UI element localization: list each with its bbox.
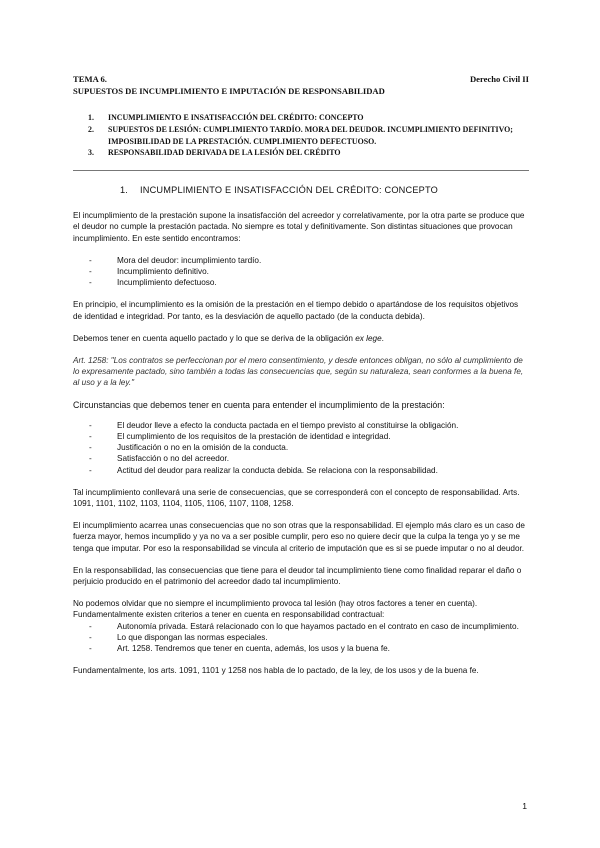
document-body — [73, 185, 529, 688]
topic-title: TEMA 6. — [73, 74, 107, 84]
list-item: - Actitud del deudor para realizar la conducta debida. Se relaciona con la responsabilidad. — [89, 465, 438, 475]
circumstance-list — [73, 420, 529, 476]
toc-item — [88, 124, 528, 148]
list-item: - El cumplimiento de los requisitos de la prestación de identidad e integridad. — [89, 432, 391, 442]
list-item: - Autonomía privada. Estará relacionado con lo que hayamos pactado en el contrato en caso de incumplimiento. — [89, 621, 519, 631]
paragraph: Circunstancias que debemos tener en cuenta para entender el incumplimiento de la prestación: — [73, 399, 445, 410]
table-of-contents — [88, 112, 528, 159]
article-quote: Art. 1258: "Los contratos se perfeccionan por el mero consentimiento, y desde entonces obligan, no sólo al cumplimiento de lo expresamente pactado, sino también a todas las consecuencias que, según su naturaleza, sean conformes a la buena fe, al uso y a la ley." — [73, 356, 524, 388]
paragraph: No podemos olvidar que no siempre el incumplimiento provoca tal lesión (hay otros factores a tener en cuenta). Fundamentalmente existen criterios a tener en cuenta en responsabilidad contractual: — [73, 599, 478, 620]
paragraph: El incumplimiento acarrea unas consecuencias que no son otras que la responsabilidad. El ejemplo más claro es un caso de fuerza mayor, hemos incumplido y ya no va a ser posible cumplir, pero eso no quiere decir que la culpa la tenga yo y se me tenga que imputar. Por eso la responsabilidad se vincula al criterio de imputación que es si se puede imputar o no al deudor. — [73, 521, 525, 553]
list-item: - Satisfacción o no del acreedor. — [89, 454, 229, 464]
list-item: - Incumplimiento definitivo. — [89, 267, 209, 277]
list-item: - Incumplimiento defectuoso. — [89, 278, 217, 288]
list-item: - Mora del deudor: incumplimiento tardío. — [89, 255, 262, 265]
situation-list — [73, 255, 529, 289]
latin-term: ex lege — [355, 333, 382, 343]
section-title: INCUMPLIMIENTO E INSATISFACCIÓN DEL CRÉDITO: CONCEPTO — [140, 185, 439, 195]
toc-text: RESPONSABILIDAD DERIVADA DE LA LESIÓN DEL CRÉDITO — [108, 148, 341, 158]
header-divider — [73, 170, 529, 171]
paragraph: Tal incumplimiento conllevará una serie de consecuencias, que se corresponderá con el concepto de responsabilidad. Arts. 1091, 1101, 1102, 1103, 1104, 1105, 1106, 1107, 1108, 1258. — [73, 487, 520, 509]
page-number: 1 — [522, 801, 527, 811]
criteria-list — [73, 621, 529, 655]
paragraph: Fundamentalmente, los arts. 1091, 1101 y 1258 nos habla de lo pactado, de la ley, de los usos y de la buena fe. — [73, 666, 479, 676]
list-item: - Justificación o no en la omisión de la conducta. — [89, 443, 289, 453]
toc-item — [88, 147, 528, 159]
paragraph: En principio, el incumplimiento es la omisión de la prestación en el tiempo debido o apartándose de los requisitos objetivos de identidad e integridad. Por tanto, es la desviación de aquello pactado (de la conducta debida). — [73, 300, 519, 321]
toc-number: 2. — [88, 124, 94, 134]
section-number: 1. — [120, 185, 129, 195]
paragraph: El incumplimiento de la prestación supone la insatisfacción del acreedor y correlativamente, por la otra parte se produce que el deudor no cumple la prestación pactada. No siempre es total y definitivamente. Son distintas situaciones que provocan incumplimiento. En este sentido encontramos: — [73, 211, 525, 243]
list-item: - Art. 1258. Tendremos que tener en cuenta, además, los usos y la buena fe. — [89, 644, 390, 654]
list-item: - Lo que dispongan las normas especiales. — [89, 632, 268, 642]
paragraph: En la responsabilidad, las consecuencias que tiene para el deudor tal incumplimiento tiene como finalidad reparar el daño o perjuicio producido en el patrimonio del acreedor dado tal incumplimiento. — [73, 565, 522, 587]
toc-text: INCUMPLIMIENTO E INSATISFACCIÓN DEL CRÉDITO: CONCEPTO — [108, 113, 364, 122]
paragraph: Debemos tener en cuenta aquello pactado y lo que se deriva de la obligación ex lege. — [73, 333, 384, 343]
course-name: Derecho Civil II — [469, 74, 529, 84]
toc-number: 3. — [88, 148, 94, 158]
list-item: - El deudor lleve a efecto la conducta pactada en el tiempo previsto al constituirse la obligación. — [89, 420, 459, 430]
toc-item — [88, 112, 528, 124]
document-header — [73, 73, 529, 97]
toc-text: SUPUESTOS DE LESIÓN: CUMPLIMIENTO TARDÍO. MORA DEL DEUDOR. INCUMPLIMIENTO DEFINITIVO; IMPOSIBILIDAD DE LA PRESTACIÓN. CUMPLIMIENTO DEFECTUOSO. — [108, 124, 513, 146]
section-heading — [73, 185, 529, 196]
topic-subtitle: SUPUESTOS DE INCUMPLIMIENTO E IMPUTACIÓN DE RESPONSABILIDAD — [73, 86, 385, 96]
toc-number: 1. — [88, 113, 94, 122]
